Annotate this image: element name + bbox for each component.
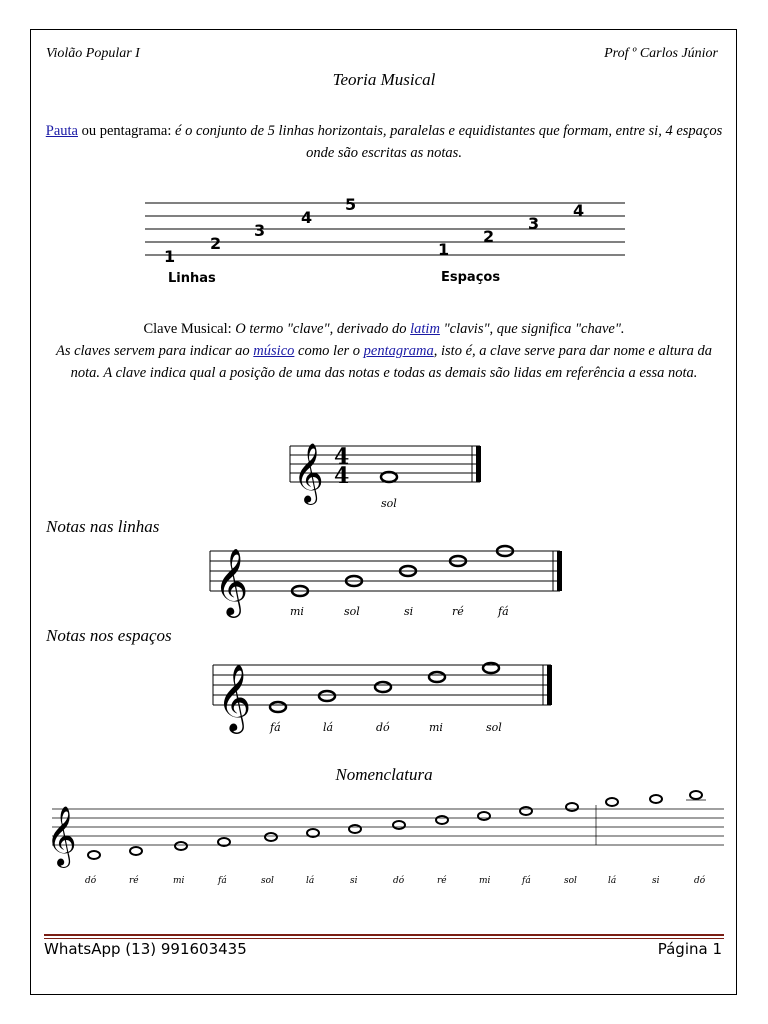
notes-on-spaces-figure	[213, 665, 573, 745]
musico-link[interactable]: músico	[253, 343, 295, 359]
note-label: si	[652, 876, 660, 886]
line-number-1: 1	[164, 247, 176, 266]
section-lines-title: Notas nas linhas	[46, 517, 160, 536]
note-label: si	[350, 876, 358, 886]
note-label: dó	[694, 876, 706, 886]
line-number-2: 2	[210, 234, 222, 253]
staff-lines-spaces-figure	[140, 195, 630, 295]
line-number-3: 3	[254, 221, 266, 240]
note-mi	[429, 672, 445, 682]
notes-on-lines-figure	[210, 545, 570, 625]
header-course: Violão Popular I	[46, 46, 140, 61]
space-number-1: 1	[438, 240, 450, 259]
footer-page-number: Página 1	[657, 940, 722, 958]
note-label: ré	[437, 876, 447, 886]
note-do	[375, 682, 391, 692]
note	[520, 807, 532, 815]
note	[690, 791, 702, 799]
note-label: lá	[306, 876, 315, 886]
note-label: sol	[344, 605, 360, 618]
section-spaces-title: Notas nos espaços	[46, 626, 172, 645]
pentagrama-link[interactable]: pentagrama	[363, 343, 434, 359]
note-label: fá	[498, 605, 509, 618]
note	[393, 821, 405, 829]
time-signature-top: 4	[334, 444, 350, 470]
footer-whatsapp: WhatsApp (13) 991603435	[44, 940, 247, 958]
note	[478, 812, 490, 820]
note-label: si	[404, 605, 414, 618]
clave-paragraph	[44, 318, 724, 384]
note	[566, 803, 578, 811]
latim-link[interactable]: latim	[410, 321, 440, 337]
note-label: lá	[608, 876, 617, 886]
note-label: fá	[270, 721, 281, 734]
note-label: sol	[261, 876, 274, 886]
note-label: ré	[452, 605, 464, 618]
clef-time-signature-figure	[285, 440, 495, 520]
note-la	[319, 691, 335, 701]
note-label: lá	[323, 721, 334, 734]
nomenclature-figure	[44, 785, 726, 895]
note	[349, 825, 361, 833]
note-label: mi	[290, 605, 304, 618]
note-label: fá	[218, 876, 227, 886]
pauta-text-a: ou pentagrama:	[77, 123, 176, 139]
space-number-2: 2	[483, 227, 495, 246]
note-label: sol	[564, 876, 577, 886]
time-signature-bottom: 4	[334, 463, 350, 489]
note-label: dó	[393, 876, 405, 886]
clave-text-2: "clavis", que significa "chave".	[439, 321, 625, 337]
space-number-4: 4	[573, 201, 585, 220]
clave-text-4: como ler o	[294, 343, 364, 359]
note	[436, 816, 448, 824]
label-lines: Linhas	[168, 271, 216, 286]
note-label: mi	[479, 876, 491, 886]
note-label: ré	[129, 876, 139, 886]
note-label: dó	[376, 721, 390, 734]
footer-divider	[44, 938, 724, 939]
note	[130, 847, 142, 855]
clave-text-5: , isto é, a clave serve para dar nome e altura da nota. A clave indica qual a posição de uma das notas e todas as demais são lidas em referência a essa nota.	[70, 343, 713, 381]
treble-clef-icon: 𝄞	[46, 806, 77, 866]
pauta-link[interactable]: Pauta	[45, 123, 78, 139]
note-label: mi	[429, 721, 443, 734]
clave-text-3: As claves servem para indicar ao	[55, 343, 254, 359]
note-label: fá	[522, 876, 531, 886]
line-number-5: 5	[345, 195, 357, 214]
page-title: Teoria Musical	[332, 70, 436, 89]
note	[606, 798, 618, 806]
line-number-4: 4	[301, 208, 313, 227]
clave-lead: Clave Musical:	[143, 321, 236, 337]
pauta-definition: é o conjunto de 5 linhas horizontais, paralelas e equidistantes que formam, entre si, 4 espaços onde são escritas as notas.	[175, 123, 723, 161]
note-label: dó	[85, 876, 97, 886]
note	[650, 795, 662, 803]
treble-clef-icon: 𝄞	[293, 443, 324, 503]
label-spaces: Espaços	[441, 270, 501, 285]
note-fa	[270, 702, 286, 712]
pauta-paragraph	[44, 120, 724, 164]
treble-clef-icon: 𝄞	[214, 547, 249, 615]
note	[88, 851, 100, 859]
nomenclature-title: Nomenclatura	[335, 765, 433, 784]
clave-text-1: O termo "clave", derivado do	[235, 321, 411, 337]
note	[175, 842, 187, 850]
treble-clef-icon: 𝄞	[217, 663, 252, 731]
note-label: sol	[486, 721, 502, 734]
note	[265, 833, 277, 841]
note-label: mi	[173, 876, 185, 886]
note-label-sol: sol	[381, 497, 397, 510]
footer-divider	[44, 934, 724, 936]
header-teacher: Prof º Carlos Júnior	[604, 46, 718, 61]
space-number-3: 3	[528, 214, 540, 233]
